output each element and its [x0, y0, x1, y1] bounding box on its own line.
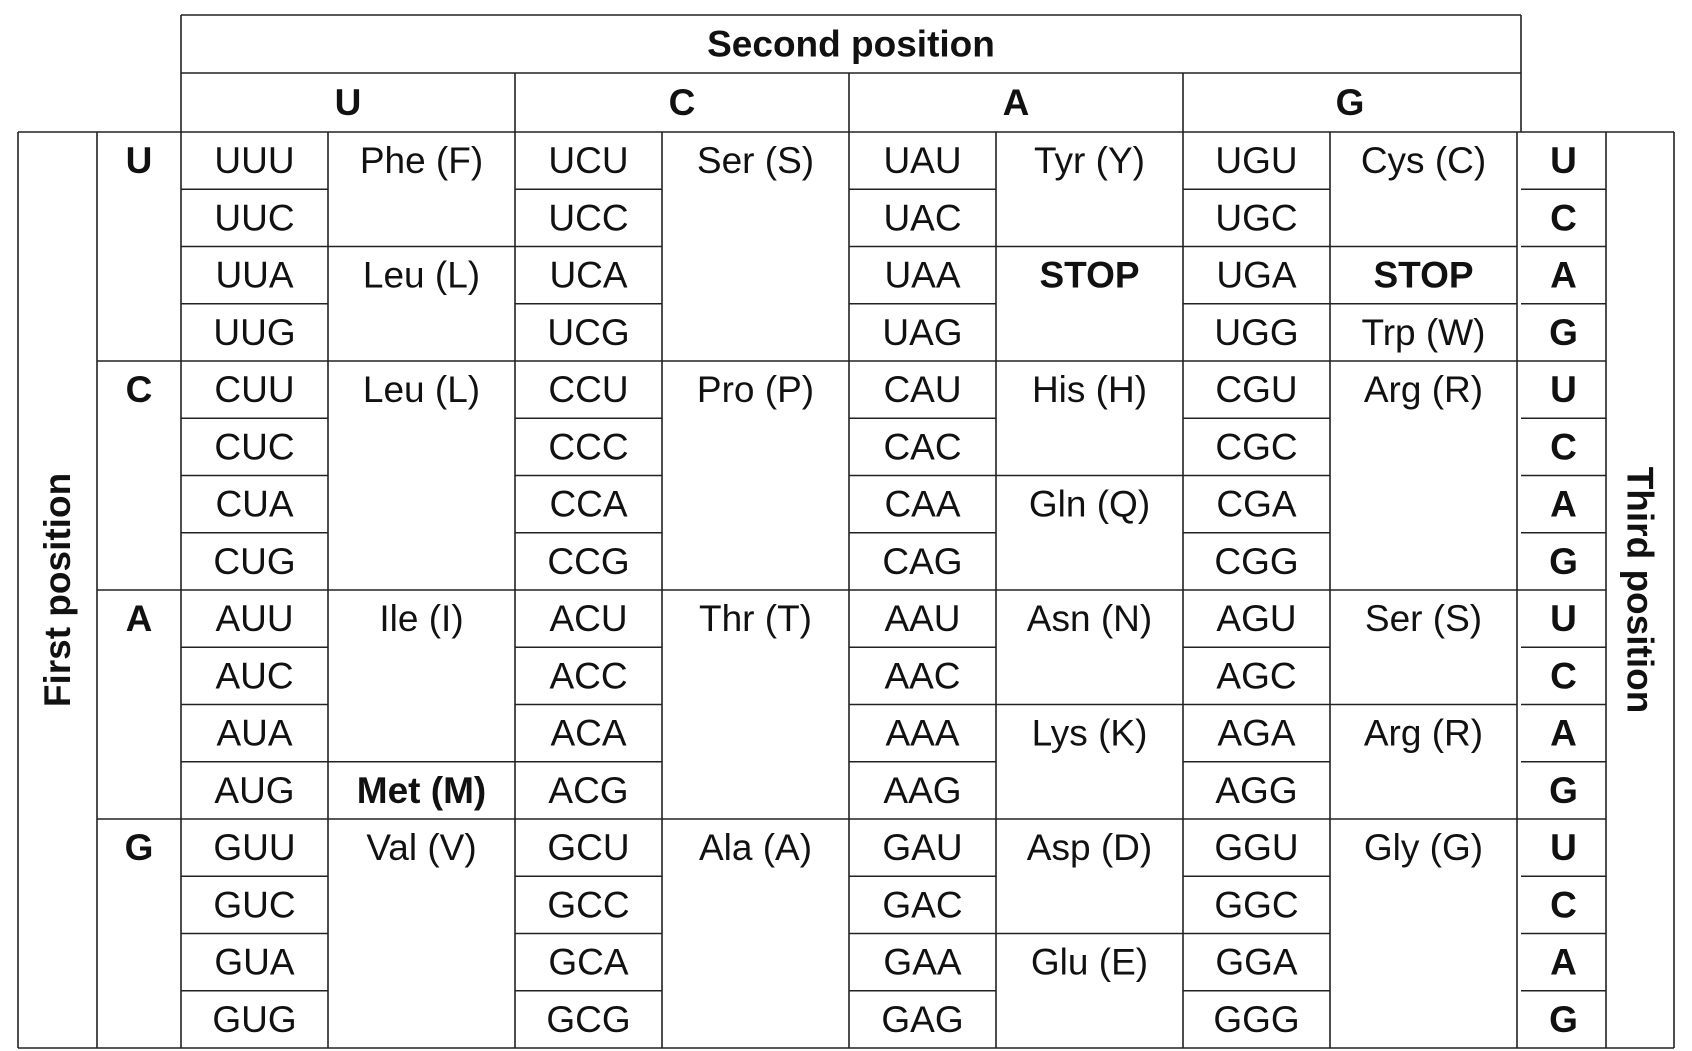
codon-cell: AUU — [215, 598, 294, 640]
amino-acid-label: Val (V) — [366, 827, 477, 869]
codon-cell: GUA — [214, 941, 295, 983]
second-base-a: A — [1002, 82, 1030, 123]
codon-cell: GAU — [882, 827, 963, 869]
codon-cell: ACU — [549, 598, 628, 640]
third-base-a: A — [1550, 483, 1577, 525]
codon-cell: AGA — [1217, 712, 1296, 754]
third-base-c: C — [1550, 197, 1577, 239]
third-base-c: C — [1550, 655, 1577, 697]
codon-cell: CGA — [1216, 483, 1297, 525]
codon-cell: CGC — [1215, 426, 1298, 468]
codon-cell: GGC — [1214, 884, 1299, 926]
amino-acid-label: Asn (N) — [1026, 598, 1153, 640]
first-base-u: U — [125, 140, 153, 182]
amino-acid-label: STOP — [1373, 254, 1474, 296]
amino-acid-label: His (H) — [1031, 369, 1148, 411]
codon-cell: CAG — [882, 540, 963, 582]
second-base-c: C — [668, 82, 696, 123]
codon-cell: AUC — [215, 655, 294, 697]
third-base-u: U — [1550, 598, 1577, 640]
codon-cell: UUG — [213, 311, 296, 353]
amino-acid-label: Asp (D) — [1026, 827, 1153, 869]
codon-cell: GUG — [212, 998, 297, 1040]
codon-cell: AGU — [1216, 598, 1297, 640]
codon-cell: GGG — [1213, 998, 1300, 1040]
amino-acid-label: Glu (E) — [1030, 941, 1149, 983]
third-base-g: G — [1549, 311, 1578, 353]
codon-cell: UCG — [547, 311, 630, 353]
second-base-u: U — [334, 82, 362, 123]
codon-cell: ACG — [548, 769, 629, 811]
codon-cell: ACC — [549, 655, 628, 697]
third-base-a: A — [1550, 712, 1577, 754]
codon-cell: GUC — [213, 884, 296, 926]
codon-cell: CCU — [548, 369, 629, 411]
amino-acid-label: Ser (S) — [1364, 598, 1483, 640]
amino-acid-label: Tyr (Y) — [1034, 140, 1145, 182]
codon-cell: UCC — [548, 197, 629, 239]
codon-cell: UAC — [883, 197, 962, 239]
first-base-c: C — [125, 369, 153, 411]
codon-cell: UGG — [1214, 311, 1299, 353]
codon-cell: UUU — [214, 140, 295, 182]
codon-cell: CUG — [213, 540, 296, 582]
amino-acid-label: Ala (A) — [698, 827, 813, 869]
amino-acid-label: Leu (L) — [362, 369, 481, 411]
third-base-g: G — [1549, 540, 1578, 582]
codon-cell: UCU — [548, 140, 629, 182]
codon-cell: CAC — [883, 426, 962, 468]
codon-cell: CCA — [549, 483, 628, 525]
codon-cell: UCA — [549, 254, 628, 296]
codon-cell: AAA — [885, 712, 960, 754]
codon-cell: GAC — [882, 884, 963, 926]
codon-cell: UGU — [1215, 140, 1298, 182]
codon-cell: GCG — [546, 998, 631, 1040]
codon-cell: AAC — [884, 655, 961, 697]
codon-cell: GCU — [547, 827, 630, 869]
amino-acid-label: Arg (R) — [1363, 369, 1484, 411]
amino-acid-label: STOP — [1039, 254, 1140, 296]
amino-acid-label: Leu (L) — [362, 254, 481, 296]
codon-cell: GGA — [1215, 941, 1298, 983]
second-position-title: Second position — [707, 23, 995, 65]
codon-cell: GUU — [213, 827, 296, 869]
third-base-c: C — [1550, 426, 1577, 468]
codon-cell: GCC — [547, 884, 630, 926]
codon-cell: UGC — [1215, 197, 1298, 239]
codon-cell: AGG — [1215, 769, 1298, 811]
first-base-a: A — [125, 598, 153, 640]
amino-acid-label: Arg (R) — [1363, 712, 1484, 754]
amino-acid-label: Gln (Q) — [1028, 483, 1151, 525]
codon-cell: CUA — [215, 483, 294, 525]
third-base-a: A — [1550, 941, 1577, 983]
codon-cell: GAG — [881, 998, 964, 1040]
codon-cell: UAU — [883, 140, 962, 182]
third-base-u: U — [1550, 369, 1577, 411]
amino-acid-label: Trp (W) — [1361, 311, 1486, 353]
first-position-title: First position — [37, 472, 78, 708]
codon-cell: CGU — [1215, 369, 1298, 411]
codon-cell: AAU — [884, 598, 961, 640]
third-base-g: G — [1549, 769, 1578, 811]
codon-cell: UAA — [884, 254, 961, 296]
third-base-a: A — [1550, 254, 1577, 296]
codon-cell: ACA — [550, 712, 627, 754]
codon-cell: GCA — [548, 941, 629, 983]
codon-cell: CGG — [1214, 540, 1299, 582]
amino-acid-label: Gly (G) — [1363, 827, 1484, 869]
codon-cell: CUU — [214, 369, 295, 411]
amino-acid-label: Lys (K) — [1031, 712, 1148, 754]
third-base-u: U — [1550, 140, 1577, 182]
codon-cell: GGU — [1214, 827, 1299, 869]
first-base-g: G — [124, 827, 154, 869]
codon-cell: CUC — [214, 426, 295, 468]
codon-cell: GAA — [883, 941, 962, 983]
codon-cell: CCG — [547, 540, 630, 582]
third-base-u: U — [1550, 827, 1577, 869]
third-base-c: C — [1550, 884, 1577, 926]
codon-cell: CAA — [884, 483, 961, 525]
amino-acid-label: Ile (I) — [379, 598, 464, 640]
third-base-g: G — [1549, 998, 1578, 1040]
codon-cell: CAU — [883, 369, 962, 411]
amino-acid-label: Phe (F) — [359, 140, 484, 182]
codon-cell: UUC — [214, 197, 295, 239]
codon-cell: AUG — [214, 769, 295, 811]
amino-acid-label: Pro (P) — [696, 369, 815, 411]
codon-cell: UAG — [882, 311, 963, 353]
amino-acid-label: Cys (C) — [1360, 140, 1487, 182]
codon-cell: CCC — [548, 426, 629, 468]
codon-cell: AGC — [1216, 655, 1297, 697]
codon-cell: UUA — [215, 254, 294, 296]
amino-acid-label: Ser (S) — [696, 140, 815, 182]
third-position-title: Third position — [1619, 466, 1661, 714]
codon-cell: AUA — [216, 712, 293, 754]
codon-cell: UGA — [1216, 254, 1297, 296]
second-base-g: G — [1335, 82, 1365, 123]
amino-acid-label: Thr (T) — [698, 598, 813, 640]
amino-acid-label: Met (M) — [356, 769, 487, 811]
codon-cell: AAG — [883, 769, 962, 811]
